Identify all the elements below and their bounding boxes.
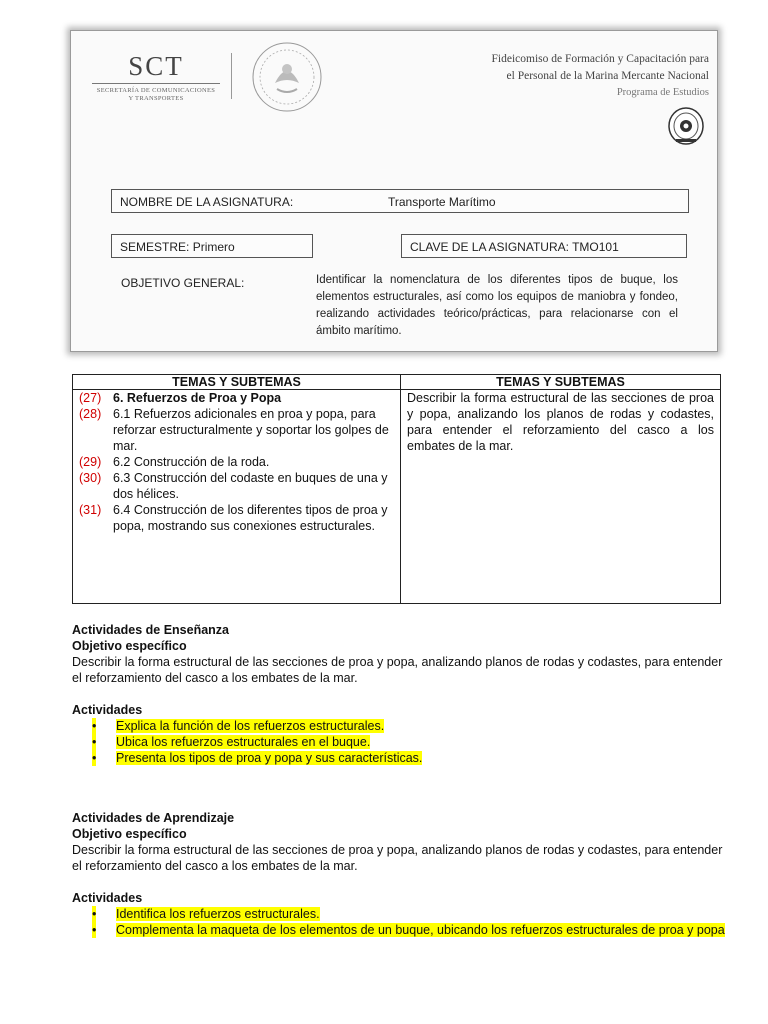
description-cell: Describir la forma estructural de las secciones de proa y popa, analizando los planos de rodas y codastes, para entender el reforzamiento del casco a los embates de la mar. (401, 390, 721, 604)
list-item: • Complementa la maqueta de los elementos de un buque, ubicando los refuerzos estructurales de proa y popa (92, 923, 725, 937)
sct-logo-text: SCT (92, 51, 220, 84)
semestre-box (111, 234, 313, 258)
topic-number: (28) (79, 407, 102, 421)
topic-text: 6.3 Construcción del codaste en buques de una y dos hélices. (113, 471, 388, 501)
topic-number: (27) (79, 391, 102, 405)
topics-cell (73, 390, 401, 604)
table-header-temas-2: TEMAS Y SUBTEMAS (401, 375, 721, 390)
list-item: • Presenta los tipos de proa y popa y sus características. (92, 751, 423, 765)
semestre-label: SEMESTRE: (120, 240, 190, 254)
ensenanza-actividades-title: Actividades (72, 703, 143, 717)
bullet-icon: • (92, 907, 97, 921)
topic-text: 6. Refuerzos de Proa y Popa (113, 391, 282, 405)
bullet-icon: • (92, 751, 97, 765)
national-seal-icon (247, 39, 327, 115)
list-item: • Explica la función de los refuerzos estructurales. (92, 719, 385, 733)
topic-item (79, 454, 394, 470)
sct-subtitle: SECRETARÍA DE COMUNICACIONES Y TRANSPORTES (96, 87, 216, 102)
list-item: • Identifica los refuerzos estructurales. (92, 907, 320, 921)
objetivo-general-text: Identificar la nomenclatura de los diferentes tipos de buque, los elementos estructurales, así como los equipos de maniobra y fondeo, realizando actividades teórico/prácticas, para relacionarse con el ámbito marítimo. (316, 274, 678, 337)
fideicomiso-title: Fideicomiso de Formación y Capacitación para el Personal de la Marina Mercante Nacional Programa de Estudios (491, 53, 709, 98)
ensenanza-activity-list (72, 718, 732, 766)
bullet-icon: • (92, 735, 97, 749)
table-row (73, 390, 721, 604)
scanned-header (70, 30, 718, 352)
table-header-temas: TEMAS Y SUBTEMAS (73, 375, 401, 390)
topic-item (79, 502, 394, 534)
bullet-icon: • (92, 923, 97, 937)
topic-text: 6.1 Refuerzos adicionales en proa y popa, para reforzar estructuralmente y soportar los golpes de mar. (113, 407, 389, 453)
topics-table (72, 374, 721, 604)
aprendizaje-objetivo-text: Describir la forma estructural de las secciones de proa y popa, analizando planos de rodas y codastes, para entender el reforzamiento del casco a los embates de la mar. (72, 843, 723, 873)
asignatura-box (111, 189, 689, 213)
topic-number: (29) (79, 455, 102, 469)
sct-logo (91, 51, 221, 103)
topic-number: (30) (79, 471, 102, 485)
aprendizaje-activity-list (72, 906, 732, 938)
objetivo-general-label: OBJETIVO GENERAL: (121, 276, 245, 290)
ensenanza-objetivo-title: Objetivo específico (72, 639, 187, 653)
clave-value: TMO101 (572, 240, 619, 254)
ensenanza-title: Actividades de Enseñanza (72, 623, 230, 637)
topic-item (79, 406, 394, 454)
topic-number: (31) (79, 503, 102, 517)
topic-item (79, 470, 394, 502)
aprendizaje-actividades-title: Actividades (72, 891, 143, 905)
ensenanza-objetivo-text: Describir la forma estructural de las secciones de proa y popa, analizando planos de rodas y codastes, para entender el reforzamiento del casco a los embates de la mar. (72, 655, 723, 685)
list-item: • Ubica los refuerzos estructurales en el buque. (92, 735, 371, 749)
topic-item (79, 390, 394, 406)
topic-text: 6.2 Construcción de la roda. (113, 455, 270, 469)
institution-emblem-icon (667, 106, 705, 146)
clave-box (401, 234, 687, 258)
asignatura-label: NOMBRE DE LA ASIGNATURA: (120, 195, 294, 209)
topic-text: 6.4 Construcción de los diferentes tipos de proa y popa, mostrando sus conexiones estructurales. (113, 503, 388, 533)
aprendizaje-objetivo-title: Objetivo específico (72, 827, 187, 841)
asignatura-value: Transporte Marítimo (388, 195, 496, 209)
ensenanza-section (72, 622, 732, 766)
bullet-icon: • (92, 719, 97, 733)
logo-divider (231, 53, 232, 99)
semestre-value: Primero (192, 240, 235, 254)
clave-label: CLAVE DE LA ASIGNATURA: (410, 240, 569, 254)
aprendizaje-title: Actividades de Aprendizaje (72, 811, 235, 825)
aprendizaje-section (72, 810, 732, 938)
